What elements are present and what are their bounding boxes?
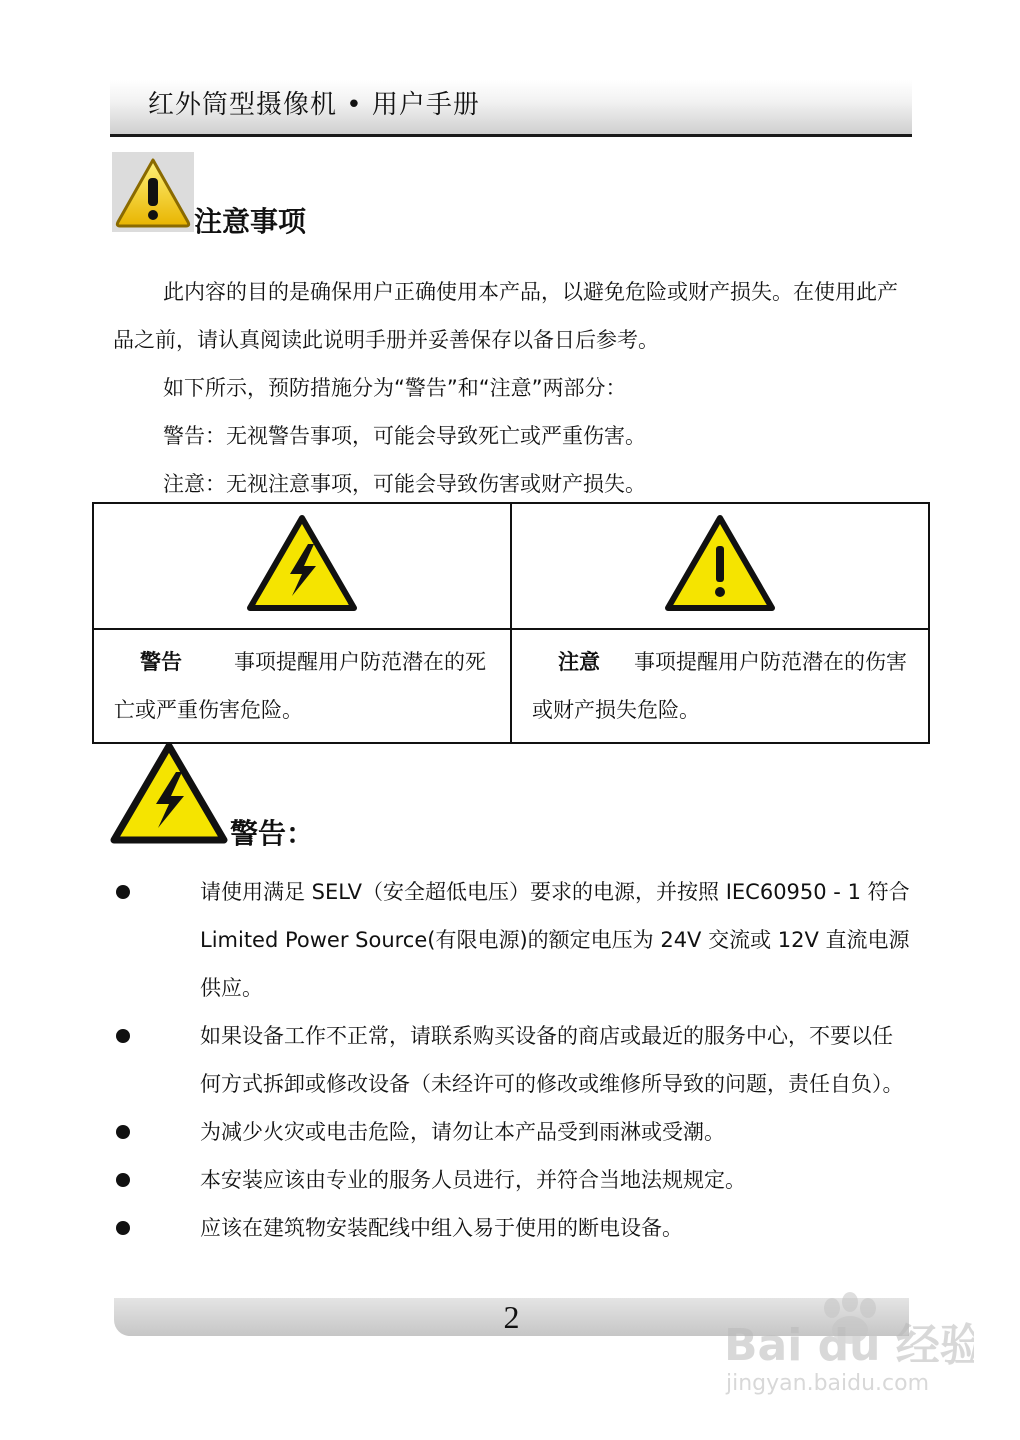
list-item: 本安装应该由专业的服务人员进行，并符合当地法规规定。 — [112, 1156, 912, 1204]
warning-definition: 警告：无视警告事项，可能会导致死亡或严重伤害。 — [163, 424, 646, 448]
list-item: 为减少火灾或电击危险，请勿让本产品受到雨淋或受潮。 — [112, 1108, 912, 1156]
caution-description-cell — [511, 629, 929, 743]
caution-definition: 注意：无视注意事项，可能会导致伤害或财产损失。 — [163, 472, 646, 496]
caution-icon — [112, 152, 194, 232]
list-item: 请使用满足 SELV（安全超低电压）要求的电源，并按照 IEC60950 - 1 符合 Limited Power Source(有限电源)的额定电压为 24V 交流或 12V 直流电源供应。 — [112, 868, 912, 1012]
page-header — [110, 80, 912, 137]
bullet-icon — [116, 1125, 130, 1139]
warning-description: 事项提醒用户防范潜在的死亡或严重伤害危险。 — [114, 650, 486, 722]
warning-description-cell — [93, 629, 511, 743]
symbol-table — [92, 502, 930, 744]
notice-title: 注意事项 — [194, 205, 307, 238]
categories-line: 如下所示，预防措施分为“警告”和“注意”两部分： — [163, 376, 627, 400]
warning-symbol-cell — [93, 503, 511, 629]
baidu-watermark — [724, 1288, 974, 1398]
caution-description: 事项提醒用户防范潜在的伤害或财产损失危险。 — [532, 650, 907, 722]
caution-label: 注意 — [558, 650, 600, 674]
exclamation-triangle-icon — [664, 514, 776, 614]
warning-label: 警告 — [140, 650, 182, 674]
warnings-title: 警告： — [230, 817, 315, 850]
page-number: 2 — [503, 1299, 520, 1335]
list-item: 如果设备工作不正常，请联系购买设备的商店或最近的服务中心，不要以任何方式拆卸或修改设备（未经许可的修改或维修所导致的问题，责任自负）。 — [112, 1012, 912, 1108]
notice-intro: 此内容的目的是确保用户正确使用本产品，以避免危险或财产损失。在使用此产品之前，请认真阅读此说明手册并妥善保存以备日后参考。 — [113, 280, 898, 352]
caution-symbol-cell — [511, 503, 929, 629]
watermark-url: jingyan.baidu.com — [726, 1371, 930, 1396]
manual-title: 红外筒型摄像机 • 用户手册 — [148, 90, 480, 120]
high-voltage-icon — [110, 742, 228, 846]
bullet-icon — [116, 1029, 130, 1043]
bullet-icon — [116, 1221, 130, 1235]
list-item: 应该在建筑物安装配线中组入易于使用的断电设备。 — [112, 1204, 912, 1252]
warnings-list — [112, 868, 912, 1252]
bullet-icon — [116, 1173, 130, 1187]
watermark-brand: Bai du 经验 — [724, 1320, 974, 1371]
bullet-icon — [116, 885, 130, 899]
high-voltage-icon — [246, 514, 358, 614]
